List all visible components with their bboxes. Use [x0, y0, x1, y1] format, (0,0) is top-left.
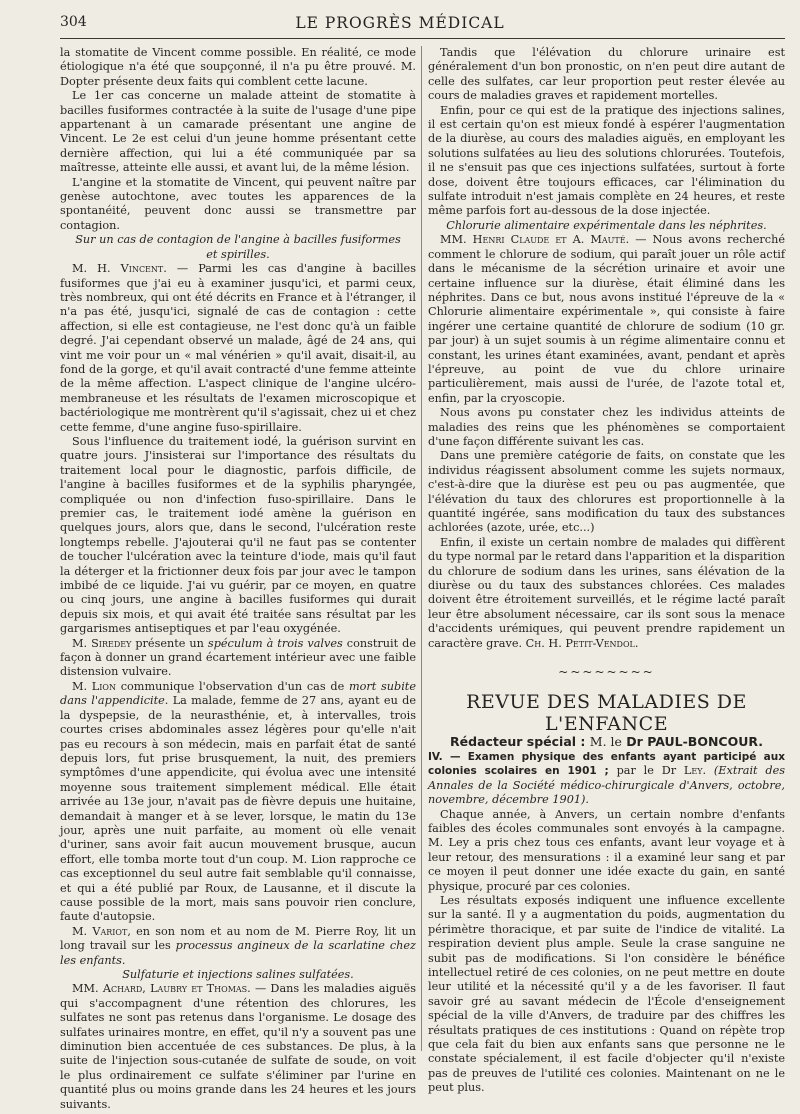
- paragraph: Chaque année, à Anvers, un certain nombre d'enfants faibles des écoles communales sont envoyés à la campagne. M. Ley a pris chez tous ces enfants, avant leur voyage et à leur retour, des mensurations : il a examiné leur sang et par ce moyen il peut donner une idée exacte du gain, en santé physique, procuré par ces colonies.: [428, 807, 785, 893]
- paragraph: M. Variot, en son nom et au nom de M. Pierre Roy, lit un long travail sur les processus angineux de la scarlatine chez les enfants.: [60, 924, 416, 967]
- left-column: [60, 46, 416, 1112]
- paragraph: Le 1er cas concerne un malade atteint de stomatite à bacilles fusiformes contractée à la suite de l'usage d'une pipe appartenant à un camarade présentant une angine de Vincent. Le 2e est celui d'un jeune homme présentant cette dernière affection, qui lui a été communiquée par sa maîtresse, atteinte elle aussi, et avant lui, de la même lésion.: [60, 89, 416, 175]
- running-title: LE PROGRÈS MÉDICAL: [295, 14, 505, 32]
- paragraph: L'angine et la stomatite de Vincent, qui peuvent naître par genèse autochtone, avec toutes les apparences de la spontanéité, peuvent donc aussi se transmettre par contagion.: [60, 175, 416, 232]
- subheading-line: Sur un cas de contagion de l'angine à bacilles fusiformes: [75, 233, 401, 247]
- author-name: MM. Achard, Laubry et Thomas.: [72, 982, 251, 996]
- author-name: M. H. Vincent.: [72, 262, 167, 276]
- page-header: [0, 14, 800, 36]
- paragraph: M. Lion communique l'observation d'un cas de mort subite dans l'appendicite. La malade, femme de 27 ans, ayant eu de la dyspepsie, de la neurasthénie, et, à intervalles, trois courtes crises abdominales assez légères pour qu'elle n'ait pas eu recours à son médecin, mais en parfait état de santé depuis lors, fut prise brusquement, la nuit, des premiers symptômes d'une appendicite, qui évolua avec une intensité moyenne sous traitement simplement médical. Elle était arrivée au 13e jour, n'avait pas de fièvre depuis une huitaine, demandait à manger et à se lever, lorsque, le matin du 13e jour, après une nuit parfaite, au moment où elle venait d'uriner, sans avoir fait aucun mouvement brusque, aucun effort, elle tomba morte tout d'un coup. M. Lion rapproche ce cas exceptionnel du seul autre fait semblable qu'il connaisse, et qui a été publié par Roux, de Lausanne, et il discute la cause possible de la mort, mais sans pouvoir rien conclure, faute d'autopsie.: [60, 679, 416, 924]
- paragraph: Enfin, pour ce qui est de la pratique des injections salines, il est certain qu'on est mieux fondé à espérer l'augmentation de la diurèse, au cours des maladies aiguës, en employant les solutions sulfatées au lieu des solutions chlorurées. Toutefois, il ne s'ensuit pas que ces injections sulfatées, surtout à forte dose, doivent être toujours efficaces, car l'élimination du sulfate introduit n'est jamais complète en 24 heures, et reste même parfois fort au-dessous de la dose injectée.: [428, 103, 785, 218]
- right-column: [428, 46, 785, 1096]
- page-number: 304: [60, 14, 87, 30]
- article-title: Examen physique des enfants ayant participé aux colonies scolaires en 1901 ;: [428, 750, 786, 778]
- paragraph: M. H. Vincent. — Parmi les cas d'angine à bacilles fusiformes que j'ai eu à examiner jusqu'ici, et parmi ceux, très nombreux, qui ont été décrits en France et à l'étranger, il n'a pas été, jusqu'ici, signalé de cas de contagion : cette affection, si elle est contagieuse, ne l'est donc qu'à un faible degré. J'ai cependant observé un malade, âgé de 24 ans, qui vint me voir pour un « mal vénérien » qu'il avait, disait-il, au fond de la gorge, et qu'il avait contracté d'une femme atteinte de la même affection. L'aspect clinique de l'angine ulcéro-membraneuse et les résultats de l'examen microscopique et bactériologique me montrèrent qu'il s'agissait, chez ui et chez cette femme, d'une angine fuso-spirillaire.: [60, 262, 416, 434]
- paragraph: MM. Henri Claude et A. Mauté. — Nous avons recherché comment le chlorure de sodium, qui paraît jouer un rôle actif dans le mécanisme de la sécrétion urinaire et avoir une certaine influence sur la diurèse, était éliminé dans les néphrites. Dans ce but, nous avons institué l'épreuve de la « Chlorurie alimentaire expérimentale », qui consiste à faire ingérer une certaine quantité de chlorure de sodium (10 gr. par jour) à un sujet soumis à un régime alimentaire connu et constant, les urines étant examinées, avant, pendant et après l'épreuve, au point de vue du chlore urinaire particulièrement, mais aussi de l'urée, de l'azote total et, enfin, par la cryoscopie.: [428, 233, 785, 405]
- paragraph: MM. Achard, Laubry et Thomas. — Dans les maladies aiguës qui s'accompagnent d'une rétention des chlorures, les sulfates ne sont pas retenus dans l'organisme. Le dosage des sulfates urinaires montre, en effet, qu'il n'y a souvent pas une diminution bien accentuée de ces substances. De plus, à la suite de l'injection sous-cutanée de sulfate de soude, on voit le plus ordinairement ce sulfate s'éliminer par l'urine en quantité plus ou moins grande dans les 24 heures et les jours suivants.: [60, 982, 416, 1111]
- paragraph: la stomatite de Vincent comme possible. En réalité, ce mode étiologique n'a été que soupçonné, il n'a pu être prouvé. M. Dopter présente deux faits qui comblent cette lacune.: [60, 46, 416, 88]
- subheading: [60, 233, 416, 262]
- signature: Ch. H. Petit-Vendol.: [525, 636, 639, 650]
- section-title: REVUE DES MALADIES DE L'ENFANCE: [466, 691, 747, 736]
- editor-line: Rédacteur spécial : M. le Dr PAUL-BONCOUR.: [450, 734, 763, 750]
- paragraph: Les résultats exposés indiquent une influence excellente sur la santé. Il y a augmentation du poids, augmentation du périmètre thoracique, et par suite de l'indice de vitalité. La respiration devient plus ample. Seule la crase sanguine ne subit pas de modifications. Si l'on considère le bénéfice intellectuel retiré de ces colonies, on ne peut mettre en doute leur utilité et la nécessité qu'il y a de les favoriser. Il faut savoir gré au savant médecin de l'École d'enseignement spécial de la ville d'Anvers, de traduire par des chiffres les résultats pratiques de ces institutions : Quand on répète trop que cela fait du bien aux enfants sans que personne ne le constate spécialement, il est facile d'objecter qu'il n'existe pas de preuves de l'utilité ces colonies. Maintenant on ne le peut plus.: [428, 893, 785, 1095]
- paragraph: Tandis que l'élévation du chlorure urinaire est généralement d'un bon pronostic, on n'en peut dire autant de celle des sulfates, car leur proportion peut rester élevée au cours de maladies graves et rapidement mortelles.: [428, 46, 785, 103]
- paragraph: Sous l'influence du traitement iodé, la guérison survint en quatre jours. J'insisterai sur l'importance des résultats du traitement local pour le diagnostic, parfois difficile, de l'angine à bacilles fusiformes et de la syphilis pharyngée, compliquée ou non d'infection fuso-spirillaire. Dans le premier cas, le traitement iodé amène la guérison en quelques jours, alors que, dans le second, l'ulcération reste longtemps rebelle. J'ajouterai qu'il ne faut pas se contenter de toucher l'ulcération avec la teinture d'iode, mais qu'il faut la déterger et la frictionner deux fois par jour avec le tampon imbibé de ce liquide. J'ai vu guérir, par ce moyen, en quatre ou cinq jours, une angine à bacilles fusiformes qui durait depuis six mois, et qui avait été traitée sans résultat par les gargarismes antiseptiques et par l'eau oxygénée.: [60, 434, 416, 636]
- column-divider: [421, 46, 422, 1051]
- subheading-line: et spirilles.: [206, 247, 270, 261]
- author-name: MM. Henri Claude et A. Mauté.: [440, 233, 630, 247]
- ornament-divider: ~~~~~~~~: [558, 665, 655, 680]
- header-rule: [60, 38, 785, 39]
- author-name: M. Lion: [72, 679, 116, 693]
- paragraph: Nous avons pu constater chez les individus atteints de maladies des reins que les phénomènes se comportaient d'une façon différente suivant les cas.: [428, 406, 785, 448]
- subheading: Chlorurie alimentaire expérimentale dans les néphrites.: [446, 218, 767, 232]
- author-name: M. Variot: [72, 924, 128, 938]
- paragraph: Dans une première catégorie de faits, on constate que les individus réagissent absolument comme les sujets normaux, c'est-à-dire que la diurèse est peu ou pas augmentée, que l'élévation du taux des chlorures est proportionnelle à la quantité ingérée, sans modification du taux des substances achlorées (azote, urée, etc...): [428, 449, 785, 535]
- paragraph: Enfin, il existe un certain nombre de malades qui diffèrent du type normal par le retard dans l'apparition et la disparition du chlorure de sodium dans les urines, sans élévation de la diurèse ou du taux des substances chlorées. Ces malades doivent être étroitement surveillés, et le régime lacté paraît leur être absolument nécessaire, car ils sont sous la menace d'accidents urémiques, qui peuvent prendre rapidement un caractère grave. Ch. H. Petit-Vendol.: [428, 535, 785, 650]
- paragraph: M. Siredey présente un spéculum à trois valves construit de façon à donner un grand écartement intérieur avec une faible distension vulvaire.: [60, 636, 416, 679]
- author-name: M. Siredey: [72, 636, 132, 650]
- subheading: Sulfaturie et injections salines sulfatées.: [122, 968, 354, 981]
- article-heading: IV. — Examen physique des enfants ayant participé aux colonies scolaires en 1901 ; par le Dr Ley. (Extrait des Annales de la Société médico-chirurgicale d'Anvers, octobre, novembre, décembre 1901).: [428, 750, 786, 807]
